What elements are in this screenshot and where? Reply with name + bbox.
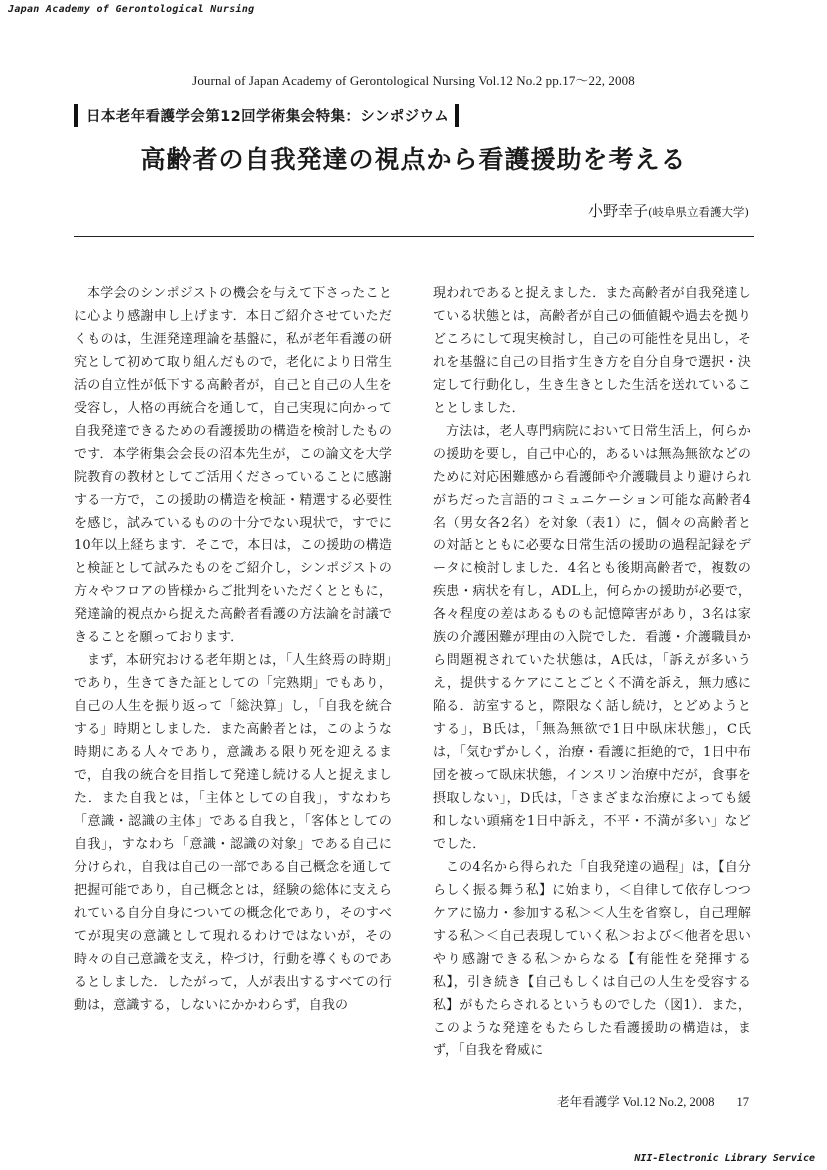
symposium-banner: 日本老年看護学会第12回学術集会特集：シンポジウム xyxy=(74,104,459,127)
body-paragraph: 方法は，老人専門病院において日常生活上，何らかの援助を要し，自己中心的，あるいは無為無欲などのために対応困難感から看護師や介護職員より避けられがちだった言語的コミュニケーション可能な高齢者4名（男女各2名）を対象（表1）に，個々の高齢者との対話とともに必要な日常生活の援助の過程記録をデータに検討しました．4名とも後期高齢者で，複数の疾患・病状を有し，ADL上，何らかの援助が必要で，各々程度の差はあるものも記憶障害があり，3名は家族の介護困難が理由の入院でした．看護・介護職員から問題視されていた状態は，A氏は，「訴えが多いうえ，提供するケアにことごとく不満を訴え，無力感に陥る．訪室すると，際限なく話し続け，とどめようとする」，B氏は，「無為無欲で1日中臥床状態」，C氏は，「気むずかしく，治療・看護に拒絶的で，1日中布団を被って臥床状態，インスリン治療中だが，食事を摂取しない」，D氏は，「さまざまな治療によっても緩和しない頭痛を1日中訴え，不平・不満が多い」などでした． xyxy=(433,423,751,852)
running-head: Japan Academy of Gerontological Nursing xyxy=(8,4,255,15)
journal-reference: Journal of Japan Academy of Gerontological Nursing Vol.12 No.2 pp.17～22, 2008 xyxy=(192,73,635,88)
body-paragraph: まず，本研究おける老年期とは，「人生終焉の時期」であり，生きてきた証としての「完熟期」でもあり，自己の人生を振り返って「総決算」し，「自我を統合する」時期としました．また高齢者とは，このような時期にある人々であり，意識ある限り死を迎えるまで，自我の統合を目指して発達し続ける人と捉えました．また自我とは，「主体としての自我」，すなわち「意識・認識の主体」である自我と，「客体としての自我」，すなわち「意識・認識の対象」である自己に分けられ，自我は自己の一部である自己概念を通して把握可能であり，自己概念とは，経験の総体に支えられている自分自身についての概念化であり，そのすべてが現実の意識として現れるわけではないが，その時々の自己意識を支え，枠づけ，行動を導くものであるとしました．したがって，人が表出するすべての行動は，意識する，しないにかかわらず，自我の xyxy=(74,653,392,1013)
author-line xyxy=(588,200,749,221)
article-title: 高齢者の自我発達の視点から看護援助を考える xyxy=(140,145,687,174)
page-footer xyxy=(557,1092,749,1110)
title-divider xyxy=(74,236,754,237)
author-name: 小野幸子 xyxy=(588,202,649,220)
body-paragraph: 現われであると捉えました．また高齢者が自我発達している状態とは，高齢者が自己の価値観や過去を拠りどころにして現実検討し，自己の可能性を見出し，それを基盤に自己の目指す生き方を自分自身で選択・決定して行動化し，生き生きとした生活を送れていることとしました． xyxy=(433,286,751,416)
page-number: 17 xyxy=(736,1095,749,1109)
right-column xyxy=(433,283,751,1063)
body-paragraph: この4名から得られた「自我発達の過程」は，【自分らしく振る舞う私】に始まり，＜自律して依存しつつケアに協力・参加する私＞＜人生を省察し，自己理解する私＞＜自己表現していく私＞および＜他者を思いやり感謝できる私＞からなる【有能性を発揮する私】，引き続き【自己もしくは自己の人生を受容する私】がもたらされるというものでした（図1）．また，このような発達をもたらした看護援助の構造は，まず，「自我を脅威に xyxy=(433,859,751,1059)
library-service-footer: NII-Electronic Library Service xyxy=(634,1153,815,1164)
author-affiliation: (岐阜県立看護大学) xyxy=(648,205,749,219)
left-column xyxy=(74,283,392,1018)
body-paragraph: 本学会のシンポジストの機会を与えて下さったことに心より感謝申し上げます．本日ご紹介させていただくものは，生涯発達理論を基盤に，私が老年看護の研究として初めて取り組んだもので，老化により日常生活の自立性が低下する高齢者が，自己と自己の人生を受容し，人格の再統合を通して，自己実現に向かって自我発達できるための看護援助の構造を検討したものです．本学術集会会長の沼本先生が，この論文を大学院教育の教材としてご活用くださっていることに感謝する一方で，この援助の構造を検証・精選する必要性を感じ，試みているものの十分でない現状で，すでに10年以上経ちます．そこで，本日は，この援助の構造と検証として試みたものをご紹介し，シンポジストの方々やフロアの皆様からご批判をいただくとともに，発達論的視点から捉えた高齢者看護の方法論を討議できることを願っております． xyxy=(74,286,392,646)
footer-journal: 老年看護学 Vol.12 No.2, 2008 xyxy=(557,1095,715,1109)
